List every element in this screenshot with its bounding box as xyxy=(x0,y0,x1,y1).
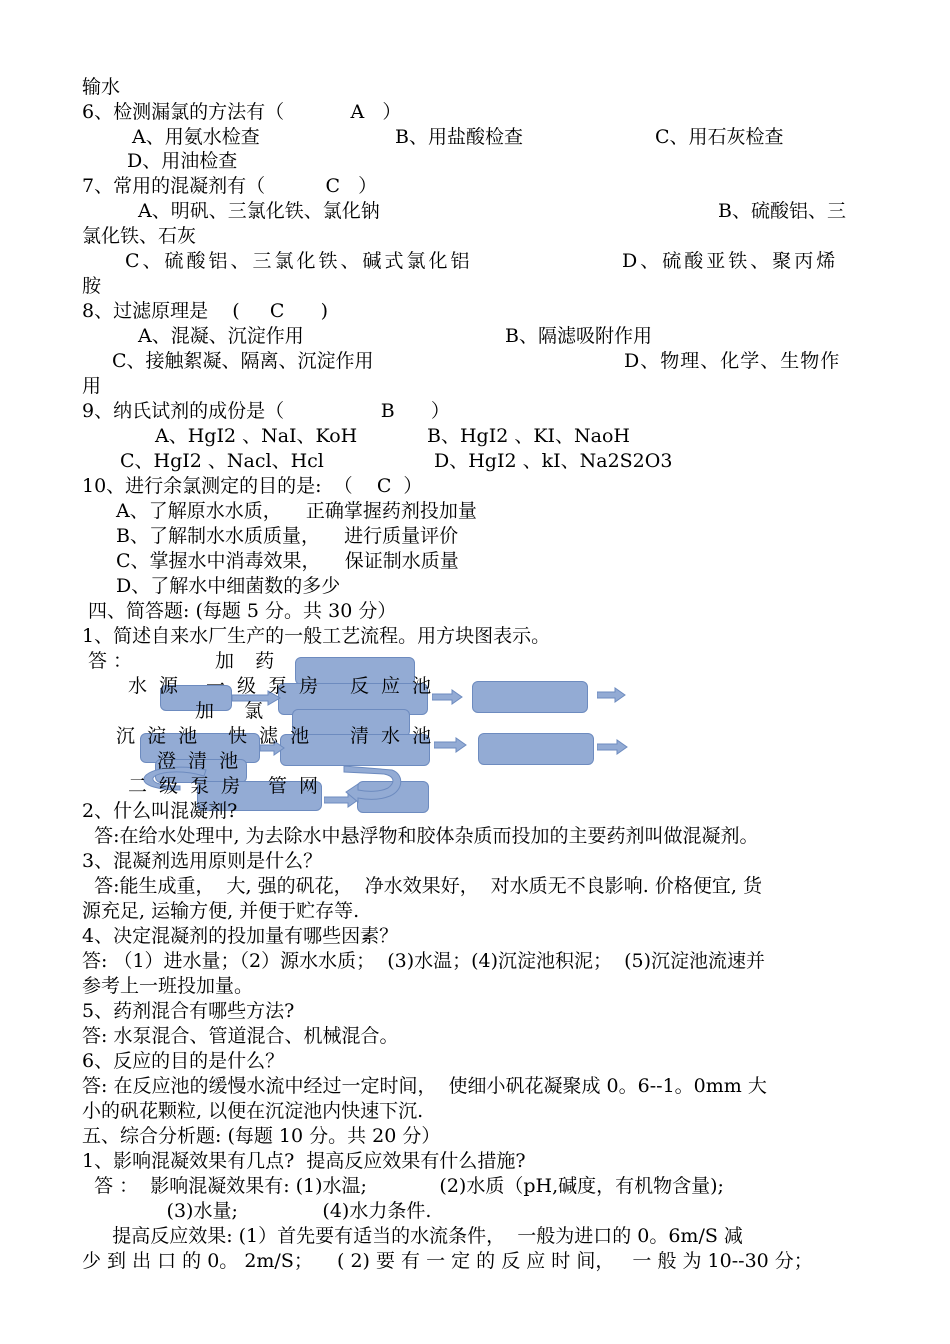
option-6d: D、用油检查 xyxy=(127,150,238,172)
option-8d-cont: 用 xyxy=(82,375,102,397)
option-6a: A、用氨水检查 xyxy=(132,126,260,148)
section-5-q1: 1、影响混凝效果有几点? 提高反应效果有什么措施? xyxy=(82,1150,526,1172)
question-7: 7、常用的混凝剂有（ C ） xyxy=(82,175,378,197)
flow-box-fanying xyxy=(472,681,588,713)
option-8a: A、混凝、沉淀作用 xyxy=(138,325,304,347)
section-4-q1: 1、简述自来水厂生产的一般工艺流程。用方块图表示。 xyxy=(82,625,551,647)
option-10a: A、了解原水水质， 正确掌握药剂投加量 xyxy=(116,500,477,522)
option-10d: D、了解水中细菌数的多少 xyxy=(116,575,341,597)
section-4-q3-answer: 答:能生成重， 大, 强的矾花， 净水效果好， 对水质无不良影响. 价格便宜, 货 xyxy=(82,875,762,897)
section-4-q4: 4、决定混凝剂的投加量有哪些因素？ xyxy=(82,925,399,947)
section-5-heading: 五、综合分析题: (每题 10 分。共 20 分） xyxy=(82,1125,441,1147)
section-4-q5: 5、药剂混合有哪些方法? xyxy=(82,1000,295,1022)
option-7d-cont: 胺 xyxy=(82,275,102,297)
section-4-q6-answer: 答: 在反应池的缓慢水流中经过一定时间， 使细小矾花凝聚成 0。6--1。0mm 大 xyxy=(82,1075,767,1097)
section-4-q6-answer-cont: 小的矾花颗粒, 以便在沉淀池内快速下沉. xyxy=(82,1100,424,1122)
section-5-q1-answer: 答 ： 影响混凝效果有: (1)水温; (2)水质（pH,碱度，有机物含量); xyxy=(82,1175,724,1197)
section-4-q3-answer-cont: 源充足, 运输方便, 并便于贮存等. xyxy=(82,900,360,922)
option-6c: C、用石灰检查 xyxy=(655,126,784,148)
section-4-q4-answer: 答: （1）进水量；（2）源水水质； (3)水温；(4)沉淀池积泥； (5)沉淀池流速并 xyxy=(82,950,766,972)
flow-label-qingshui: 清 水 池 xyxy=(350,725,435,747)
question-9: 9、纳氏试剂的成份是（ B ） xyxy=(82,400,450,422)
flow-box-qingshui xyxy=(478,733,594,765)
section-4-q2-answer: 答:在给水处理中, 为去除水中悬浮物和胶体杂质而投加的主要药剂叫做混凝剂。 xyxy=(82,825,759,847)
question-10: 10、进行余氯测定的目的是: （ C ） xyxy=(82,475,423,497)
option-6b: B、用盐酸检查 xyxy=(395,126,523,148)
option-9c: C、HgI2 、Nacl、Hcl xyxy=(120,450,324,472)
section-4-q6: 6、反应的目的是什么？ xyxy=(82,1050,285,1072)
option-8d: D、物理、化学、生物作 xyxy=(624,350,841,372)
section-4-q2: 2、什么叫混凝剂? xyxy=(82,800,238,822)
option-7a: A、明矾、三氯化铁、氯化钠 xyxy=(138,200,380,222)
flow-label-erji: 二 级 泵 房 xyxy=(128,775,244,797)
flow-label-jialv: 加 氯 xyxy=(195,700,267,722)
option-9a: A、HgI2 、NaI、KoH xyxy=(155,425,358,447)
arrow-right-icon xyxy=(434,737,468,753)
section-4-q1-answer-label: 答 ： xyxy=(88,650,133,672)
section-4-q3: 3、混凝剂选用原则是什么？ xyxy=(82,850,323,872)
option-7c: C、硫酸铝、三氯化铁、碱式氯化铝 xyxy=(125,250,473,272)
flow-label-chengqing: 澄 清 池 xyxy=(157,750,242,772)
flow-label-yiji: 一 级 泵 房 xyxy=(206,675,322,697)
option-7b: B、硫酸铝、三 xyxy=(718,200,846,222)
option-10c: C、掌握水中消毒效果， 保证制水质量 xyxy=(116,550,459,572)
question-6: 6、检测漏氯的方法有（ A ） xyxy=(82,101,402,123)
option-8b: B、隔滤吸附作用 xyxy=(505,325,652,347)
option-9d: D、HgI2 、kI、Na2S2O3 xyxy=(434,450,673,472)
option-7d: D、硫酸亚铁、聚丙烯 xyxy=(622,250,839,272)
section-5-q1-measures-cont: 少 到 出 口 的 0。 2m/S； ( 2) 要 有 一 定 的 反 应 时 间， 一 般 为 10--30 分； xyxy=(82,1250,813,1272)
question-8: 8、过滤原理是 ( C ) xyxy=(82,300,329,322)
flow-label-shuiyuan: 水 源 xyxy=(128,675,182,697)
option-7b-cont: 氯化铁、石灰 xyxy=(82,225,197,247)
flow-label-jiayao: 加 药 xyxy=(215,650,278,672)
option-10b: B、了解制水水质质量， 进行质量评价 xyxy=(116,525,459,547)
flow-label-guanwang: 管 网 xyxy=(268,775,322,797)
flow-label-kuailv: 快 滤 池 xyxy=(228,725,313,747)
option-9b: B、HgI2 、KI、NaoH xyxy=(427,425,630,447)
section-4-heading: 四、简答题: (每题 5 分。共 30 分） xyxy=(82,600,397,622)
curved-arrow-icon xyxy=(342,764,406,804)
option-8c: C、接触絮凝、隔离、沉淀作用 xyxy=(112,350,374,372)
section-5-q1-measures: 提高反应效果: (1）首先要有适当的水流条件， 一般为进口的 0。6m/S 减 xyxy=(82,1225,743,1247)
text-line: 输水 xyxy=(82,76,121,98)
section-4-q4-answer-cont: 参考上一班投加量。 xyxy=(82,975,254,997)
arrow-right-icon xyxy=(597,687,627,703)
section-5-q1-answer-cont: (3)水量; (4)水力条件. xyxy=(82,1200,432,1222)
arrow-right-icon xyxy=(597,739,629,755)
flow-label-chendian: 沉 淀 池 xyxy=(116,725,201,747)
arrow-right-icon xyxy=(432,689,464,705)
flow-label-fanying: 反 应 池 xyxy=(350,675,435,697)
section-4-q5-answer: 答: 水泵混合、管道混合、机械混合。 xyxy=(82,1025,399,1047)
